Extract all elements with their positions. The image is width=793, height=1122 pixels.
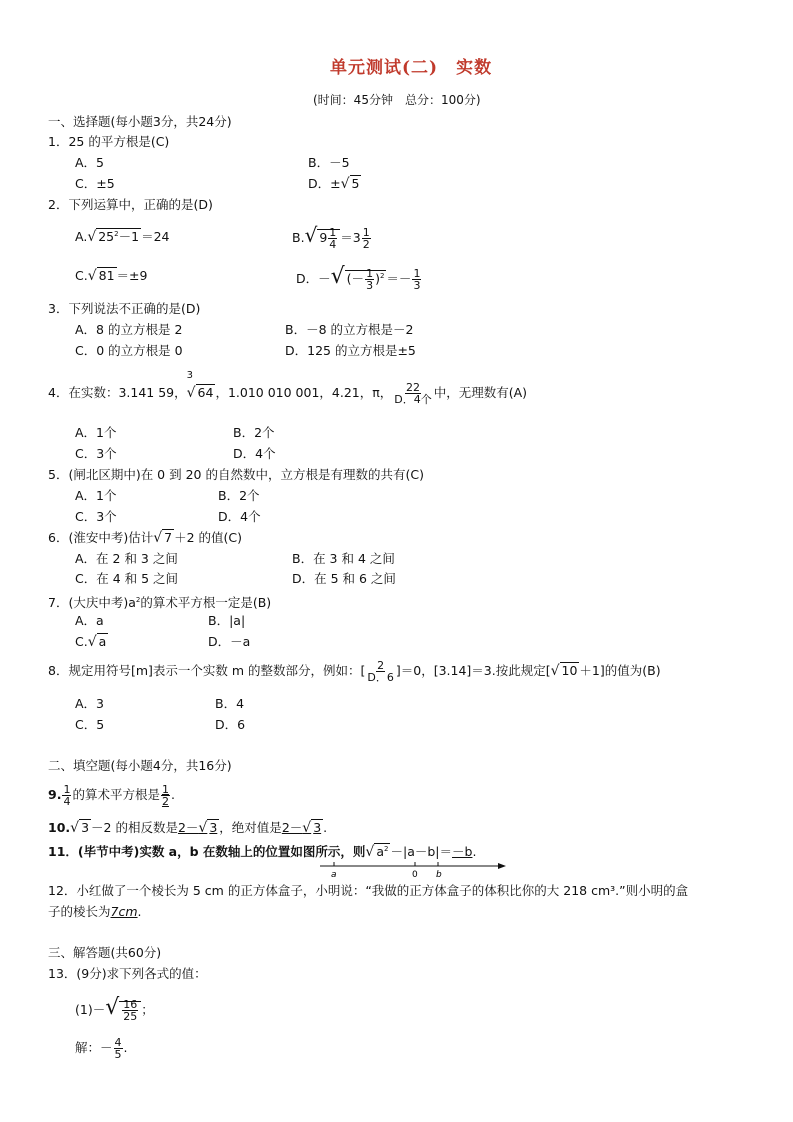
section-1-heading: 一、选择题(每小题3分，共24分): [48, 114, 232, 129]
q8-option-c: C．5: [75, 717, 105, 732]
q4-option-d: D．4个: [233, 446, 276, 461]
q8-option-b: B．4: [215, 696, 245, 711]
page-title: 单元测试(二) 实数: [330, 58, 493, 78]
q13-part-1: (1)－√ $\frac{16}{25}$ ；: [75, 995, 154, 1023]
q11: 11．(毕节中考)实数 a，b 在数轴上的位置如图所示，则√ $a^2 -|a-b|=-b$.: [48, 844, 477, 861]
section-3-heading: 三、解答题(共60分): [48, 945, 162, 960]
q6-option-d: D．在 5 和 6 之间: [292, 571, 396, 586]
q11-answer: －b: [452, 844, 473, 860]
q5-stem: 5．(闸北区期中)在 0 到 20 的自然数中，立方根是有理数的共有(C): [48, 467, 424, 482]
q3-option-d: D．125 的立方根是±5: [285, 343, 416, 358]
q3-option-a: A．8 的立方根是 2: [75, 322, 183, 337]
section-2-heading: 二、填空题(每小题4分，共16分): [48, 758, 232, 773]
q7-option-d: D．－a: [208, 634, 251, 649]
q1-stem: 1．25 的平方根是(C): [48, 134, 170, 149]
q3-stem: 3．下列说法不正确的是(D): [48, 301, 201, 316]
q6-stem: 6．(淮安中考)估计√ 7 ＋2 的值(C): [48, 530, 243, 546]
q9: 9. $\frac{1}{4}$ 的算术平方根是 $\frac{1}{2}$ .: [48, 783, 175, 808]
q2-stem: 2．下列运算中，正确的是(D): [48, 197, 213, 212]
number-line: [318, 860, 508, 880]
q1-option-d: D．±√ 5: [308, 176, 360, 192]
q4-option-b: B．2个: [233, 425, 275, 440]
q1-option-c: C．±5: [75, 176, 115, 191]
q2-option-b: B.√ 9 $\frac{1}{4}$ ＝3 $\frac{1}{2}$: [292, 223, 370, 251]
q7-option-c: C.√ a: [75, 634, 107, 650]
q13-stem: 13．(9分)求下列各式的值：: [48, 966, 207, 981]
q12-line-2: 子的棱长为7cm.: [48, 904, 142, 919]
q7-option-b: B．|a|: [208, 613, 246, 628]
q4-option-a: A．1个: [75, 425, 117, 440]
axis-label-a: a: [331, 870, 337, 880]
q10-answer-1: 2－√ 3: [177, 820, 218, 836]
axis-label-b: b: [436, 870, 442, 880]
q1-option-a: A．5: [75, 155, 105, 170]
q1-option-b: B．－5: [308, 155, 350, 170]
q3-option-c: C．0 的立方根是 0: [75, 343, 183, 358]
q12-line-1: 12．小红做了一个棱长为 5 cm 的正方体盒子，小明说：“我做的正方体盒子的体积比你的大 218 cm³.”则小明的盒: [48, 883, 689, 898]
q2-option-d: D．－√ (－ $\frac{1}{3}$ )$^2$ ＝－ $\frac{1}{3}$: [296, 264, 421, 293]
q8-option-a: A．3: [75, 696, 105, 711]
q13-solution-1: 解：－ $\frac{4}{5}$ .: [75, 1036, 128, 1061]
q8-option-d: D．6: [215, 717, 246, 732]
subtitle: (时间：45分钟 总分：100分): [313, 93, 481, 107]
q7-stem: 7．(大庆中考)$a^2$的算术平方根一定是(B): [48, 595, 272, 611]
q4-option-c: C．3个: [75, 446, 117, 461]
axis-label-0: 0: [412, 870, 418, 880]
q5-option-d: D．4个: [218, 509, 261, 524]
q6-option-a: A．在 2 和 3 之间: [75, 551, 178, 566]
q2-option-c: C.√ 81 ＝±9: [75, 268, 148, 284]
q10: 10.√ 3 －2 的相反数是2－√ 3 ，绝对值是2－√ 3 .: [48, 820, 328, 836]
q6-option-c: C．在 4 和 5 之间: [75, 571, 179, 586]
q7-option-a: A．a: [75, 613, 104, 628]
q5-option-c: C．3个: [75, 509, 117, 524]
q10-answer-2: 2－√ 3: [281, 820, 322, 836]
q2-option-a: A.√ $25^2-1 =24$: [75, 229, 170, 246]
q4-stem: 4．在实数：3.141 59， 3 √ 64 ，1.010 010 001，4.21，π， $\frac{22}{\text{D．4个}}$ 中，无理数有(A): [48, 370, 528, 406]
q5-option-a: A．1个: [75, 488, 117, 503]
q8-stem: 8．规定用符号[m]表示一个实数 m 的整数部分，例如：[ $\frac{2}{D.6}$ ]＝0，[3.14]＝3.按此规定[√ 10 ＋1]的值为(B): [48, 659, 661, 684]
q3-option-b: B．－8 的立方根是－2: [285, 322, 414, 337]
q6-option-b: B．在 3 和 4 之间: [292, 551, 395, 566]
q5-option-b: B．2个: [218, 488, 260, 503]
q12-answer: 7cm: [110, 904, 138, 919]
